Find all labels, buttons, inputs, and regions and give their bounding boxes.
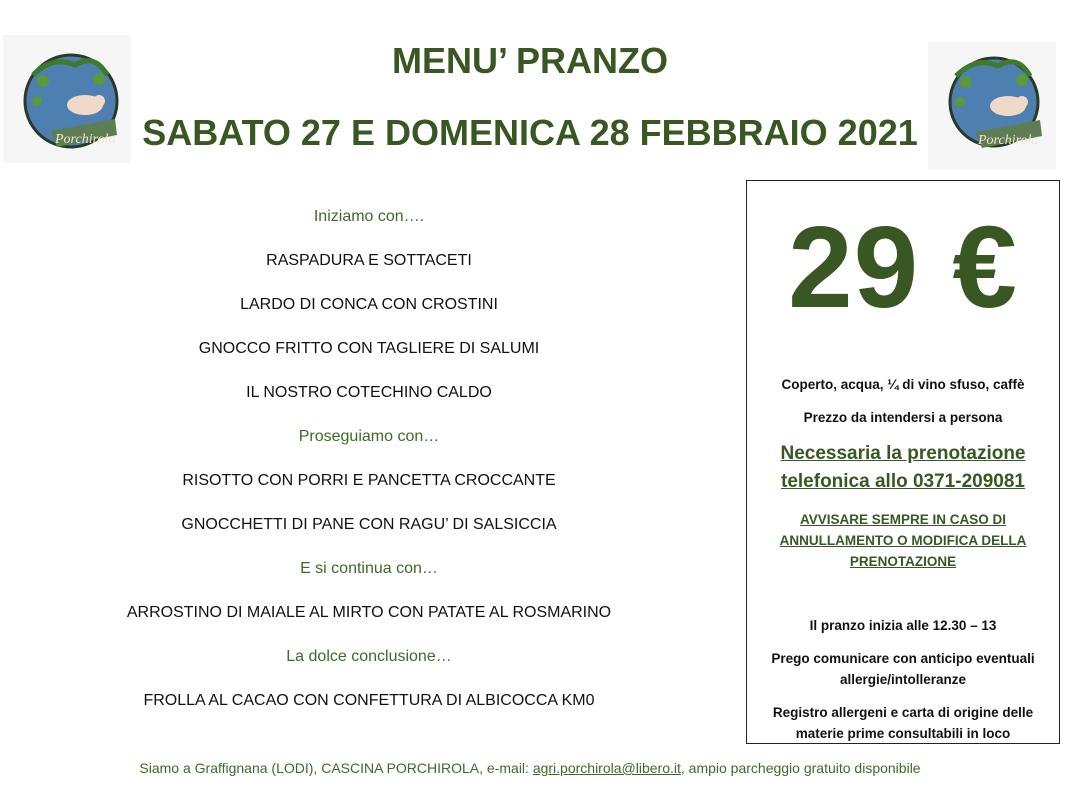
menu-dish: FROLLA AL CACAO CON CONFETTURA DI ALBICOCCA KM0 <box>143 692 595 709</box>
price-per-person: Prezzo da intendersi a persona <box>803 410 1003 425</box>
menu-dish: RISOTTO CON PORRI E PANCETTA CROCCANTE <box>182 472 556 489</box>
registry-note-line-2: materie prime consultabili in loco <box>795 726 1011 741</box>
footer-parking: , ampio parcheggio gratuito disponibile <box>680 760 921 776</box>
menu-section-label: E si continua con… <box>300 560 438 577</box>
lunch-start-time: Il pranzo inizia alle 12.30 – 13 <box>809 618 997 633</box>
menu-section-label: Proseguiamo con… <box>298 428 440 445</box>
footer-address: Siamo a Graffignana (LODI), CASCINA PORCHIROLA, e-mail: <box>139 760 533 776</box>
price-box <box>746 180 1060 744</box>
menu-section-label: La dolce conclusione… <box>286 648 452 665</box>
menu-dish: RASPADURA E SOTTACETI <box>266 252 472 269</box>
menu-dish: GNOCCHETTI DI PANE CON RAGU’ DI SALSICCIA <box>181 516 557 533</box>
notice-line-3: PRENOTAZIONE <box>849 554 957 569</box>
notice-line-1: AVVISARE SEMPRE IN CASO DI <box>799 512 1007 527</box>
notice-line-2: ANNULLAMENTO O MODIFICA DELLA <box>779 533 1027 548</box>
date-title: SABATO 27 E DOMENICA 28 FEBBRAIO 2021 <box>142 112 918 153</box>
page-title: MENU’ PRANZO <box>391 40 668 81</box>
price-value: 29 € <box>788 202 1018 332</box>
menu-list <box>95 195 643 723</box>
price-includes: Coperto, acqua, ¼ di vino sfuso, caffè <box>781 377 1025 392</box>
email-link[interactable]: agri.porchirola@libero.it <box>532 760 681 776</box>
registry-note-line-1: Registro allergeni e carta di origine delle <box>772 705 1034 720</box>
menu-dish: GNOCCO FRITTO CON TAGLIERE DI SALUMI <box>198 340 540 357</box>
reservation-line-1: Necessaria la prenotazione <box>780 443 1026 464</box>
allergy-note-line-1: Prego comunicare con anticipo eventuali <box>771 651 1035 666</box>
menu-dish: IL NOSTRO COTECHINO CALDO <box>246 384 492 401</box>
menu-section-label: Iniziamo con…. <box>313 208 425 225</box>
logo-text: Porchirola <box>978 133 1039 148</box>
logo-text: Porchirola <box>55 132 116 147</box>
allergy-note-line-2: allergie/intolleranze <box>839 672 967 687</box>
menu-dish: LARDO DI CONCA CON CROSTINI <box>240 296 498 313</box>
footer-info <box>0 760 1060 776</box>
menu-dish: ARROSTINO DI MAIALE AL MIRTO CON PATATE AL ROSMARINO <box>126 604 612 621</box>
reservation-line-2[interactable]: telefonica allo 0371-209081 <box>781 471 1025 492</box>
